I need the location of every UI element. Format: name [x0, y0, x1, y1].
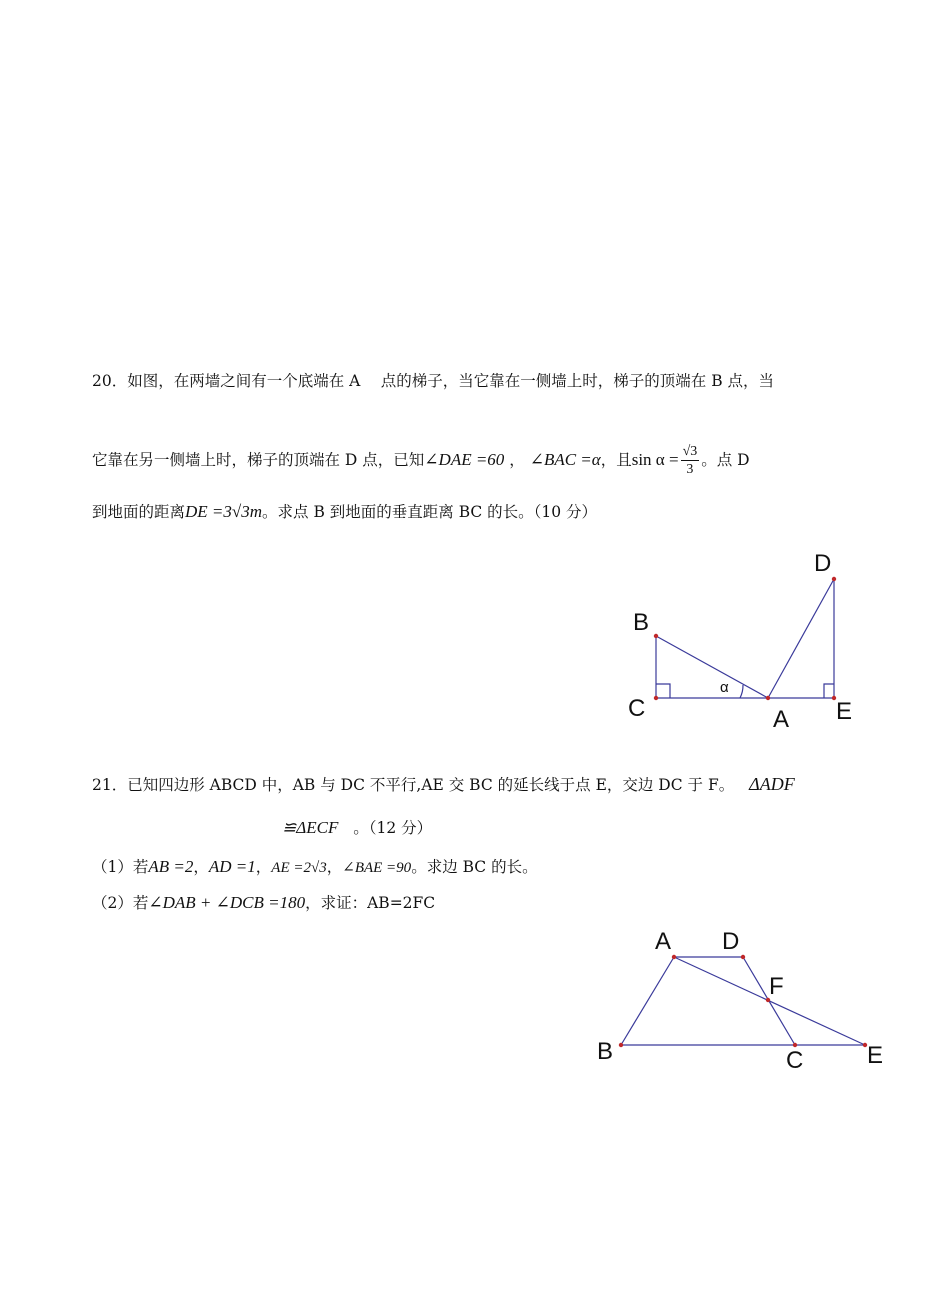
label-f: F [769, 973, 784, 1000]
label-e2: E [867, 1042, 884, 1069]
frac-denominator: 3 [686, 462, 694, 477]
q1-ad: AD =1 [208, 857, 256, 876]
q1-ab: AB =2 [148, 857, 194, 876]
q2-prefix: （2）若 [92, 894, 149, 912]
ladder-figure [620, 545, 870, 740]
label-alpha: α [720, 679, 729, 696]
p21-line1 [92, 774, 795, 795]
q2-angle-sum: ∠DAB + ∠DCB =180 [148, 893, 306, 912]
p20-line1: 20．如图，在两墙之间有一个底端在 A 点的梯子，当它靠在一侧墙上时，梯子的顶端在 B 点，当 [92, 372, 775, 390]
sqrt3-over-3 [681, 445, 700, 477]
q1-ae: AE =2√3 [271, 860, 327, 876]
congruent-ecf: ≌ΔECF [282, 818, 339, 837]
p20-line2-text-a: 它靠在另一侧墙上时，梯子的顶端在 D 点，已知 [92, 451, 425, 469]
point-a2 [672, 955, 676, 959]
p21-q1 [92, 857, 538, 878]
label-d: D [814, 550, 832, 577]
label-c: C [628, 695, 646, 722]
ladder-ad [768, 579, 834, 698]
p20-sep1: ， [509, 451, 525, 469]
q1-sep1: ， [193, 858, 209, 876]
point-d [832, 577, 836, 581]
q1-suffix: 。求边 BC 的长。 [411, 858, 538, 876]
sin-alpha: sin α = [631, 450, 679, 469]
p20-line3-text-a: 到地面的距离 [92, 503, 186, 521]
triangle-adf: ΔADF [749, 774, 795, 794]
label-e: E [836, 698, 853, 725]
p20-line2-text-b: ，且 [600, 451, 632, 469]
q1-sep3: ， [326, 858, 343, 876]
q2-suffix: ，求证：AB=2FC [305, 894, 436, 912]
side-ab [621, 957, 674, 1045]
distance-de: DE =3√3m [185, 502, 263, 521]
p21-line2 [282, 818, 432, 838]
p20-line2-text-c: 。点 D [701, 451, 750, 469]
quadrilateral-figure [590, 920, 890, 1080]
label-b: B [633, 609, 650, 636]
point-b2 [619, 1043, 623, 1047]
label-b2: B [597, 1038, 614, 1065]
angle-dae: ∠DAE =60 [424, 450, 505, 469]
q1-prefix: （1）若 [92, 858, 149, 876]
ladder-ab [656, 636, 768, 698]
q1-sep2: ， [255, 858, 272, 876]
right-angle-c [656, 684, 670, 698]
point-d2 [741, 955, 745, 959]
right-angle-e [824, 684, 834, 698]
label-a: A [773, 706, 790, 733]
point-c [654, 696, 658, 700]
alpha-arc [740, 685, 743, 698]
frac-numerator: √3 [682, 444, 698, 459]
label-d2: D [722, 928, 740, 955]
p20-line3 [92, 502, 597, 522]
p21-q2 [92, 893, 435, 913]
label-c2: C [786, 1047, 804, 1074]
p21-line1-text: 21．已知四边形 ABCD 中，AB 与 DC 不平行,AE 交 BC 的延长线于点 E，交边 DC 于 F。 [92, 776, 735, 794]
angle-bac: ∠BAC =α [529, 450, 601, 469]
point-b [654, 634, 658, 638]
p21-line2-text: 。（12 分） [353, 819, 433, 837]
p20-line3-text-b: 。求点 B 到地面的垂直距离 BC 的长。（10 分） [262, 503, 598, 521]
q1-bae: ∠BAE =90 [342, 860, 412, 876]
p20-line2 [92, 445, 750, 477]
label-a2: A [655, 928, 672, 955]
point-a [766, 696, 770, 700]
